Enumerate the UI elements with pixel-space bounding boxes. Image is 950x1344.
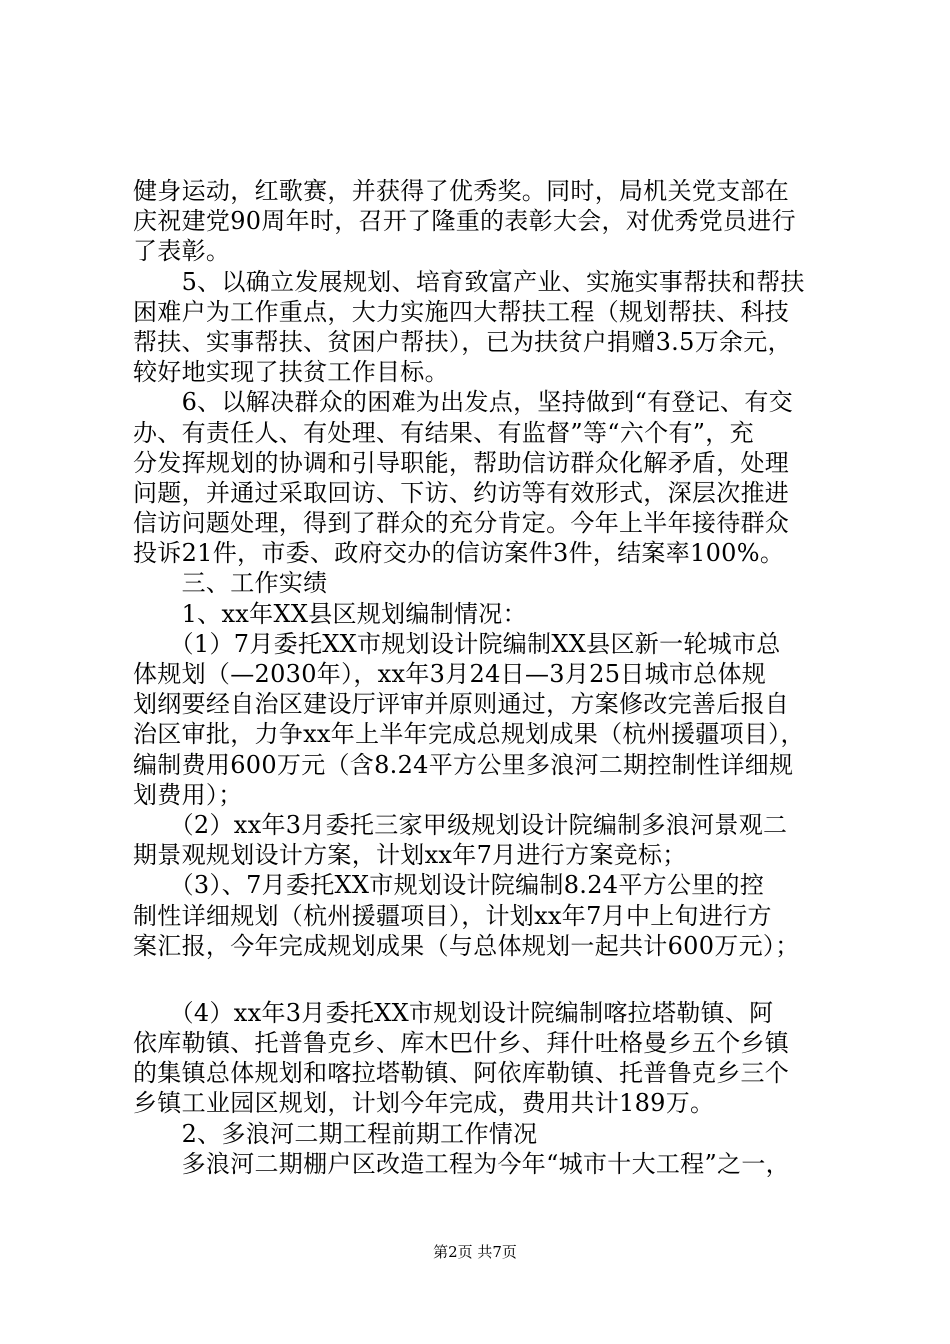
text-line: 体规划（—2030年），xx年3月24日—3月25日城市总体规 <box>133 660 767 688</box>
text-line: 分发挥规划的协调和引导职能，帮助信访群众化解矛盾，处理 <box>133 448 790 477</box>
text-line: 乡镇工业园区规划，计划今年完成，费用共计189万。 <box>133 1089 715 1118</box>
text-line: 帮扶、实事帮扶、贫困户帮扶），已为扶贫户捐赠3.5万余元， <box>133 327 792 356</box>
text-line: 多浪河二期棚户区改造工程为今年“城市十大工程”之一， <box>133 1149 790 1178</box>
text-line: 5、以确立发展规划、培育致富产业、实施实事帮扶和帮扶 <box>133 267 805 296</box>
text-line: 困难户为工作重点，大力实施四大帮扶工程（规划帮扶、科技 <box>133 297 790 326</box>
subsection-heading: 1、xx年XX县区规划编制情况： <box>133 599 527 628</box>
text-line: （1）7月委托XX市规划设计院编制XX县区新一轮城市总 <box>133 629 781 658</box>
text-line: 案汇报，今年完成规划成果（与总体规划一起共计600万元）； <box>133 931 800 960</box>
text-line: 依库勒镇、托普鲁克乡、库木巴什乡、拜什吐格曼乡五个乡镇 <box>133 1029 790 1058</box>
text-line: 期景观规划设计方案，计划xx年7月进行方案竞标； <box>133 841 687 870</box>
text-line: 投诉21件，市委、政府交办的信访案件3件，结案率100%。 <box>133 539 785 568</box>
text-line: 问题，并通过采取回访、下访、约访等有效形式，深层次推进 <box>133 478 790 507</box>
text-line: （3）、7月委托XX市规划设计院编制8.24平方公里的控 <box>133 871 765 900</box>
document-body <box>133 176 843 1179</box>
text-line: 健身运动，红歌赛，并获得了优秀奖。同时，局机关党支部在 <box>133 177 790 205</box>
text-line: 编制费用600万元（含8.24平方公里多浪河二期控制性详细规 <box>133 750 794 779</box>
text-line: 划纲要经自治区建设厅评审并原则通过，方案修改完善后报自 <box>133 690 790 719</box>
section-heading: 三、工作实绩 <box>133 569 328 598</box>
text-line: （4）xx年3月委托XX市规划设计院编制喀拉塔勒镇、阿 <box>133 998 774 1027</box>
text-line: 信访问题处理，得到了群众的充分肯定。今年上半年接待群众 <box>133 509 790 538</box>
text-line: 制性详细规划（杭州援疆项目），计划xx年7月中上旬进行方 <box>133 901 772 930</box>
blank-line <box>133 961 843 998</box>
page-footer <box>0 1243 950 1261</box>
text-line: 办、有责任人、有处理、有结果、有监督”等“六个有”，充 <box>133 418 754 447</box>
text-line: 庆祝建党90周年时，召开了隆重的表彰大会，对优秀党员进行 <box>133 207 796 236</box>
text-line: 了表彰。 <box>133 237 231 266</box>
text-line: 划费用）； <box>133 780 243 809</box>
text-line: 6、以解决群众的困难为出发点，坚持做到“有登记、有交 <box>133 388 793 417</box>
subsection-heading: 2、多浪河二期工程前期工作情况 <box>133 1119 538 1148</box>
page-number-label: 第2页 共7页 <box>433 1243 517 1261</box>
text-line: （2）xx年3月委托三家甲级规划设计院编制多浪河景观二 <box>133 810 788 839</box>
text-line: 的集镇总体规划和喀拉塔勒镇、阿依库勒镇、托普鲁克乡三个 <box>133 1059 790 1088</box>
text-line: 较好地实现了扶贫工作目标。 <box>133 358 449 387</box>
text-line: 治区审批，力争xx年上半年完成总规划成果（杭州援疆项目）， <box>133 720 805 749</box>
